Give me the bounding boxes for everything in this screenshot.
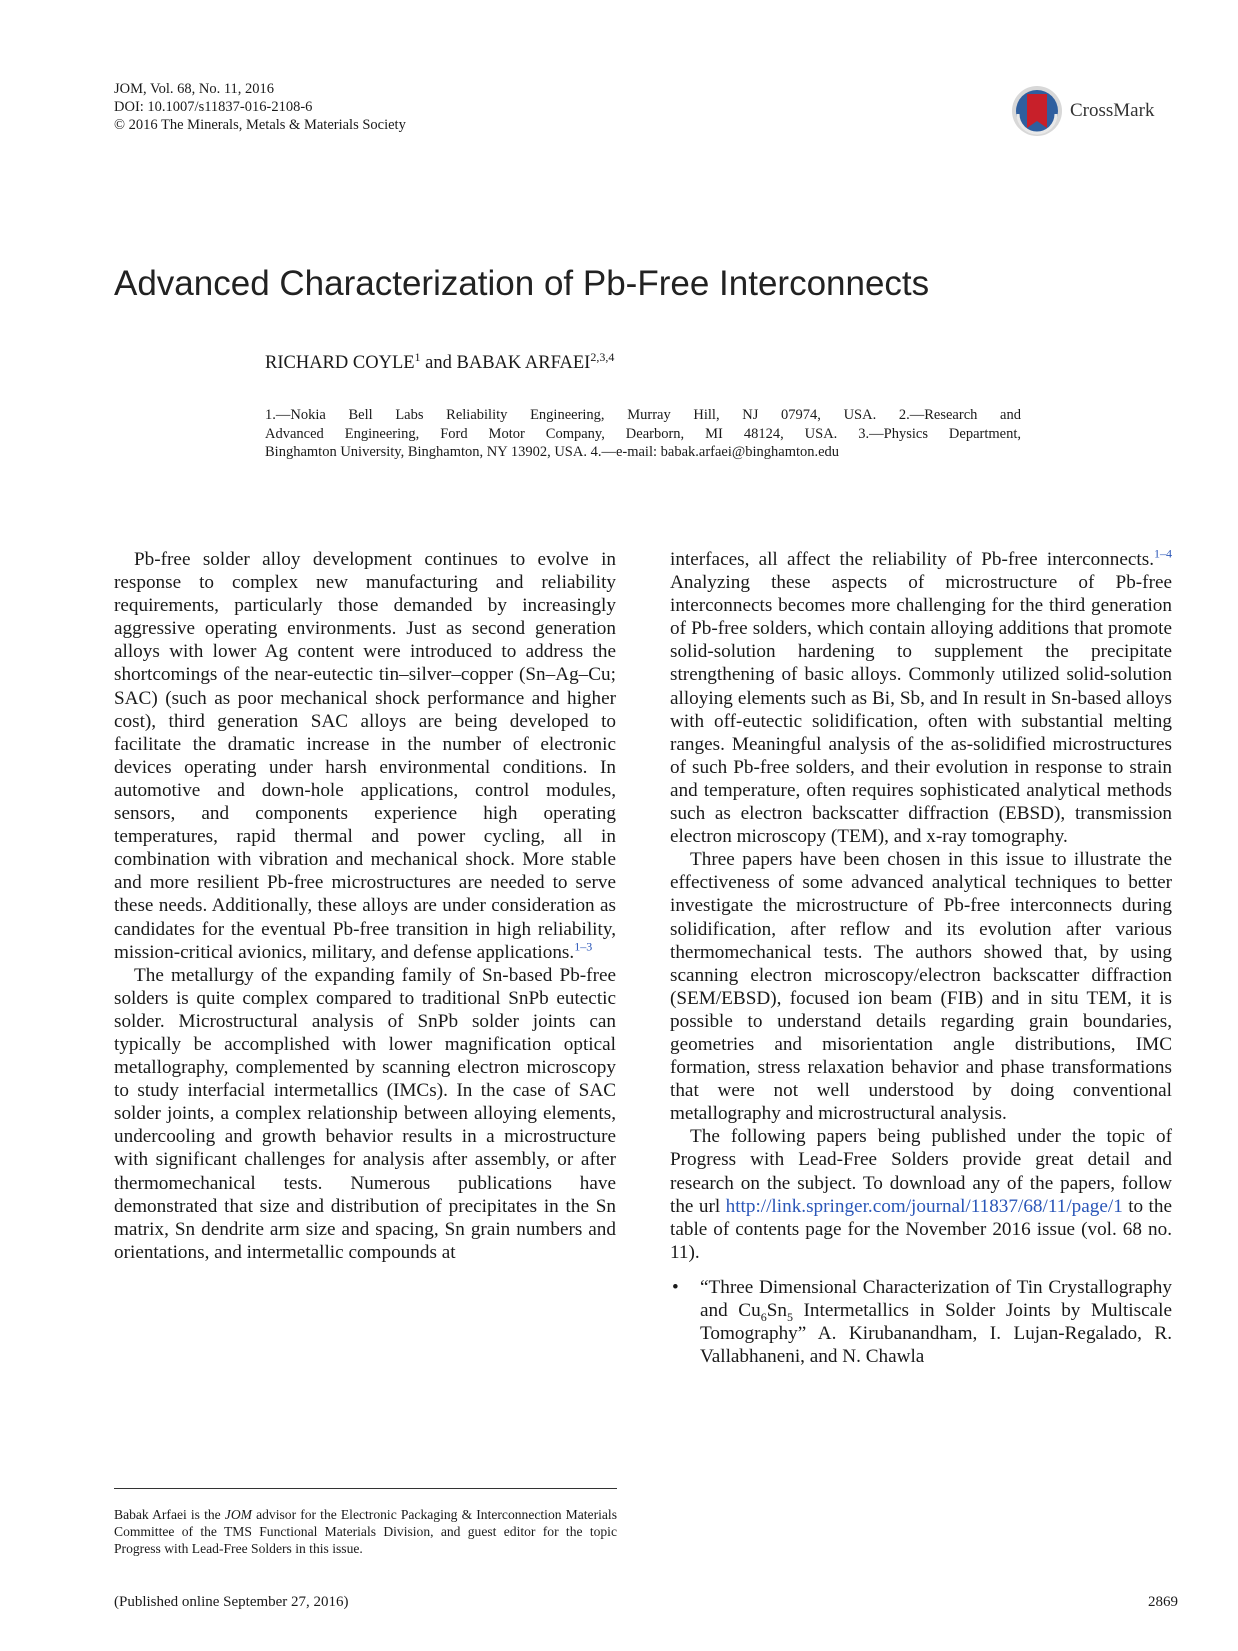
published-date: (Published online September 27, 2016) [114,1594,349,1610]
author-affiliation-mark: 2,3,4 [590,350,615,364]
doi[interactable]: DOI: 10.1007/s11837-016-2108-6 [114,99,313,115]
crossmark-label: CrossMark [1070,100,1155,121]
footnote-journal: JOM [224,1507,252,1522]
footnote-divider [114,1488,617,1489]
author-connector: and [420,353,457,374]
paragraph-text: The following papers being published under the topic of Progress with Lead-Free Solders provide great detail and research on the subject. To download any of the papers, follow the url [670,1126,1172,1217]
affiliation-line: Binghamton University, Binghamton, NY 13902, USA. 4.—e-mail: babak.arfaei@binghamton.edu [265,444,840,460]
paragraph-text: Pb-free solder alloy development continues to evolve in response to complex new manufacturing and reliability requirements, particularly those demanded by increasingly aggressive operating environments. Just as second generation alloys with lower Ag content were introduced to address the shortcomings of the near-eutectic tin–silver–copper (Sn–Ag–Cu; SAC) (such as poor mechanical shock performance and higher cost), third generation SAC alloys are being developed to facilitate the dramatic increase in the number of electronic devices operating under harsh environmental conditions. In automotive and down-hole applications, control modules, sensors, and components experience high operating temperatures, rapid thermal and power cycling, all in combination with vibration and mechanical shock. More stable and more resilient Pb-free microstructures are needed to serve these needs. Additionally, these alloys are under consideration as candidates for the eventual Pb-free transition in high reliability, mission-critical avionics, military, and defense applications. [114,549,616,963]
paper-list [670,1276,1172,1368]
footnote-text: advisor for the Electronic Packaging & Interconnection Materials Committee of the TMS Functional Materials Division, and guest editor for the topic Progress with Lead-Free Solders in this issue. [114,1507,617,1557]
paragraph-text: to the table of contents page for the November 2016 issue (vol. 68 no. 11). [670,1195,1172,1263]
paragraph-text: Analyzing these aspects of microstructure of Pb-free interconnects becomes more challenging for the third generation of Pb-free solders, which contain alloying additions that promote solid-solution hardening to supplement the precipitate strengthening of basic alloys. Commonly utilized solid-solution alloying elements such as Bi, Sb, and In result in Sn-based alloys with off-eutectic solidification, often with substantial melting ranges. Meaningful analysis of the as-solidified microstructures of such Pb-free solders, and their evolution in response to strain and temperature, often requires sophisticated analytical methods such as electron backscatter diffraction (EBSD), transmission electron microscopy (TEM), and x-ray tomography. [670,572,1172,848]
list-item-text: Intermetallics in Solder Joints by Multiscale Tomography” A. Kirubanandham, I. Lujan-Regalado, R. Vallabhaneni, and N. Chawla [700,1300,1172,1368]
bullet-icon: • [672,1276,679,1298]
subscript: 5 [786,1309,793,1324]
affiliation-line: 1.—Nokia Bell Labs Reliability Engineering, Murray Hill, NJ 07974, USA. 2.—Research and [265,407,1021,423]
list-item [670,1276,1172,1368]
body-paragraph [114,548,616,964]
reference-link[interactable]: 1–4 [1154,546,1172,561]
journal-meta [114,80,406,134]
author-name: BABAK ARFAEI [456,353,591,374]
body-paragraph: The metallurgy of the expanding family of Sn-based Pb-free solders is quite complex compared to traditional SnPb eutectic solder. Microstructural analysis of SnPb solder joints can typically be accomplished with lower magnification optical metallography, complemented by scanning electron microscopy to study interfacial intermetallics (IMCs). In the case of SAC solder joints, a complex relationship between alloying elements, undercooling and growth behavior results in a microstructure with significant challenges for analysis after assembly, or after thermomechanical tests. Numerous publications have demonstrated that size and distribution of precipitates in the Sn matrix, Sn dendrite arm size and spacing, Sn grain numbers and orientations, and intermetallic compounds at [114,964,616,1263]
body-paragraph [670,548,1172,848]
author-affiliation-mark: 1 [414,350,421,364]
author-name: RICHARD COYLE [265,353,415,374]
reference-link[interactable]: 1–3 [574,939,593,954]
list-item-text: “Three Dimensional Characterization of Tin Crystallography and Cu [700,1276,1172,1321]
body-column-right [670,548,1172,1368]
body-paragraph [670,1125,1172,1264]
paragraph-text: interfaces, all affect the reliability of Pb-free interconnects. [670,549,1154,570]
article-title: Advanced Characterization of Pb-Free Interconnects [114,264,930,303]
subscript: 6 [760,1309,767,1324]
list-item-text: Sn [766,1300,787,1321]
footnote-text: Babak Arfaei is the [114,1507,225,1522]
author-footnote [114,1506,617,1558]
crossmark-badge[interactable] [1010,80,1170,142]
author-list [265,350,614,374]
body-paragraph: Three papers have been chosen in this issue to illustrate the effectiveness of some advanced analytical techniques to better investigate the microstructure of Pb-free interconnects during solidification, after reflow and its evolution after various thermomechanical tests. The authors showed that, by using scanning electron microscopy/electron backscatter diffraction (SEM/EBSD), focused ion beam (FIB) and in situ TEM, it is possible to understand details regarding grain boundaries, geometries and misorientation angle distributions, IMC formation, stress relaxation behavior and phase transformations that were not well understood by doing conventional metallography and microstructural analysis. [670,849,1172,1125]
springer-toc-link[interactable]: http://link.springer.com/journal/11837/68/11/page/1 [725,1195,1123,1217]
journal-citation: JOM, Vol. 68, No. 11, 2016 [114,81,275,97]
copyright: © 2016 The Minerals, Metals & Materials Society [114,117,406,133]
affiliation-line: Advanced Engineering, Ford Motor Company, Dearborn, MI 48124, USA. 3.—Physics Department, [265,425,1021,442]
affiliations [265,406,1021,462]
page-number: 2869 [1148,1594,1178,1610]
body-column-left [114,548,616,1264]
crossmark-icon [1010,84,1064,138]
